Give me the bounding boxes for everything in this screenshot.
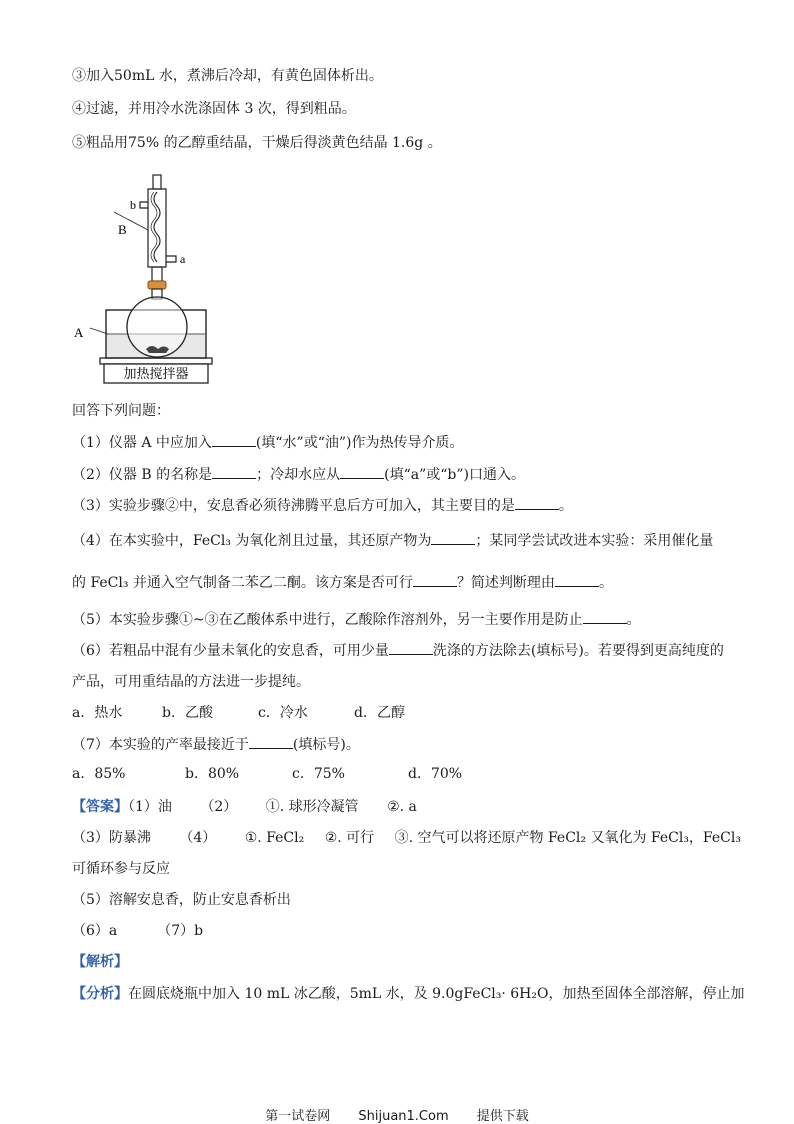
- q6-option-d: d．乙醇: [354, 705, 405, 721]
- q7-option-b: b．80%: [185, 766, 240, 782]
- page-footer: [0, 1105, 794, 1124]
- label-B: B: [118, 222, 127, 237]
- answer-line-2: （3）防暴沸 （4） ①. FeCl₂ ②. 可行 ③. 空气可以将还原产物 FeCl₂ 又氧化为 FeCl₃，FeCl₃: [72, 830, 741, 846]
- answer-tag: 【答案】: [72, 799, 128, 815]
- label-a: a: [180, 252, 186, 266]
- question-1: （1）仪器 A 中应加入 (填“水”或“油”)作为热传导介质。: [72, 435, 464, 451]
- q6-option-a: a．热水: [72, 705, 123, 721]
- analysis-fenxi: 【分析】在圆底烧瓶中加入 10 mL 冰乙酸，5mL 水，及 9.0gFeCl₃· 6H₂O，加热至固体全部溶解，停止加: [72, 986, 745, 1002]
- q7-option-d: d．70%: [408, 766, 463, 782]
- question-3: （3）实验步骤②中，安息香必须待沸腾平息后方可加入，其主要目的是 。: [72, 498, 573, 514]
- question-2: （2）仪器 B 的名称是 ；冷却水应从 (填“a”或“b”)口通入。: [72, 467, 525, 483]
- step-3: ③加入50mL 水，煮沸后冷却，有黄色固体析出。: [72, 68, 383, 84]
- question-6: （6）若粗品中混有少量未氧化的安息香，可用少量 洗涤的方法除去(填标号)。若要得到更高纯度的: [72, 643, 724, 659]
- question-4-cont: 的 FeCl₃ 并通入空气制备二苯乙二酮。该方案是否可行 ？简述判断理由 。: [72, 575, 613, 591]
- question-4: （4）在本实验中，FeCl₃ 为氧化剂且过量，其还原产物为 ；某同学尝试改进本实验：采用催化量: [72, 533, 714, 549]
- question-6-cont: 产品，可用重结晶的方法进一步提纯。: [72, 674, 310, 690]
- label-A: A: [74, 325, 84, 340]
- answer-line-5: （6）a （7）b: [72, 923, 204, 939]
- analysis-tag: 【解析】: [72, 954, 128, 970]
- answer-line-1: 【答案】（1）油 （2） ①. 球形冷凝管 ②. a: [72, 799, 417, 815]
- footer-site: 第一试卷网: [265, 1109, 331, 1124]
- q6-option-b: b．乙酸: [162, 705, 213, 721]
- q7-option-a: a．85%: [72, 766, 126, 782]
- step-5: ⑤粗品用75% 的乙醇重结晶，干燥后得淡黄色结晶 1.6g 。: [72, 135, 442, 151]
- step-4: ④过滤，并用冷水洗涤固体 3 次，得到粗品。: [72, 101, 356, 117]
- label-b: b: [130, 198, 136, 212]
- question-7: （7）本实验的产率最接近于 (填标号)。: [72, 737, 360, 753]
- answer-line-4: （5）溶解安息香，防止安息香析出: [72, 892, 291, 908]
- q6-option-c: c．冷水: [258, 705, 308, 721]
- stirrer-label: 加热搅拌器: [123, 367, 189, 382]
- footer-url: Shijuan1.Com: [358, 1109, 449, 1124]
- questions-intro: 回答下列问题：: [72, 403, 170, 419]
- question-5: （5）本实验步骤①~③在乙酸体系中进行，乙酸除作溶剂外，另一主要作用是防止 。: [72, 612, 641, 628]
- footer-download: 提供下载: [476, 1109, 529, 1124]
- apparatus-figure: [68, 172, 228, 387]
- answer-line-3: 可循环参与反应: [72, 861, 170, 877]
- q7-option-c: c．75%: [292, 766, 345, 782]
